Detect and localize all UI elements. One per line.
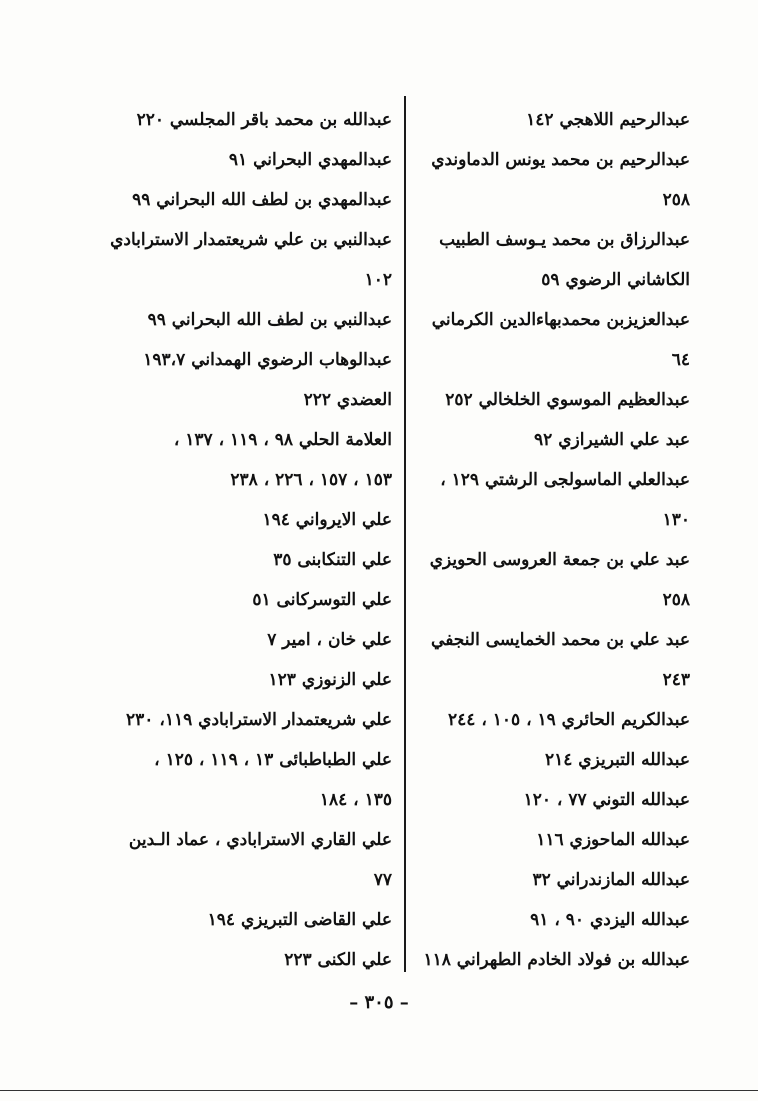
left-index-column	[102, 100, 392, 980]
index-entry-line: عبد علي بن جمعة العروسى الحويزي	[429, 550, 690, 570]
index-entry-line: عبدالعزيزبن محمدبهاءالدين الكرماني	[431, 310, 690, 330]
index-entry-line: عبدالله التوني ٧٧ ، ١٢٠	[523, 790, 690, 810]
index-entry-line: علي القاضى التبريزي ١٩٤	[207, 910, 392, 930]
index-entry-line: عبدالرزاق بن محمد يـوسف الطبيب	[439, 230, 690, 250]
index-entry-line: ٢٥٨	[662, 590, 690, 610]
index-entry-line: عبدالرحيم بن محمد يونس الدماوندي	[431, 150, 690, 170]
index-entry-line: علي الزنوزي ١٢٣	[268, 670, 392, 690]
index-entry-line: عبدالنبي بن علي شريعتمدار الاسترابادي	[110, 230, 392, 250]
index-entry-line: عبدالله بن فولاد الخادم الطهراني ١١٨	[423, 950, 690, 970]
column-divider	[404, 96, 406, 972]
index-entry-line: عبدالله المازندراني ٣٢	[532, 870, 690, 890]
index-entry-line: ١٣٠	[662, 510, 690, 530]
index-entry-line: عبدالعظيم الموسوي الخلخالي ٢٥٢	[445, 390, 690, 410]
index-entry-line: عبدالوهاب الرضوي الهمداني ١٩٣،٧	[143, 350, 392, 370]
index-entry-line: عبدالله اليزدي ٩٠ ، ٩١	[530, 910, 690, 930]
index-entry-line: ٦٤	[671, 350, 690, 370]
index-entry-line: علي الكنى ٢٢٣	[284, 950, 392, 970]
index-entry-line: علي الايرواني ١٩٤	[262, 510, 392, 530]
index-entry-line: عبدالكريم الحائري ١٩ ، ١٠٥ ، ٢٤٤	[448, 710, 690, 730]
index-entry-line: ١٥٣ ، ١٥٧ ، ٢٢٦ ، ٢٣٨	[230, 470, 392, 490]
index-entry-line: الكاشاني الرضوي ٥٩	[541, 270, 690, 290]
index-entry-line: عبد علي بن محمد الخمايسى النجفي	[431, 630, 690, 650]
index-entry-line: عبد علي الشيرازي ٩٢	[534, 430, 690, 450]
index-entry-line: عبدالمهدي بن لطف الله البحراني ٩٩	[132, 190, 392, 210]
index-entry-line: ٢٤٣	[662, 670, 690, 690]
index-entry-line: علي الطباطبائى ١٣ ، ١١٩ ، ١٢٥ ،	[154, 750, 392, 770]
index-entry-line: علي القاري الاسترابادي ، عماد الـدين	[128, 830, 392, 850]
index-entry-line: عبدالرحيم اللاهجي ١٤٢	[526, 110, 690, 130]
index-entry-line: عبدالله التبريزي ٢١٤	[544, 750, 690, 770]
index-entry-line: علي خان ، امير ٧	[267, 630, 392, 650]
page-number: – ٣٠٥ –	[349, 992, 409, 1013]
index-entry-line: علي التوسركانى ٥١	[252, 590, 392, 610]
index-entry-line: ٢٥٨	[662, 190, 690, 210]
index-entry-line: عبدالله الماحوزي ١١٦	[536, 830, 690, 850]
index-entry-line: العضدي ٢٢٢	[303, 390, 392, 410]
index-entry-line: عبدالمهدي البحراني ٩١	[228, 150, 392, 170]
index-entry-line: عبدالعلي الماسولجى الرشتي ١٢٩ ،	[440, 470, 690, 490]
index-entry-line: ١٠٢	[364, 270, 392, 290]
index-entry-line: ١٣٥ ، ١٨٤	[319, 790, 392, 810]
index-entry-line: العلامة الحلي ٩٨ ، ١١٩ ، ١٣٧ ،	[173, 430, 392, 450]
index-entry-line: عبدالنبي بن لطف الله البحراني ٩٩	[147, 310, 392, 330]
index-entry-line: علي شريعتمدار الاسترابادي ١١٩، ٢٣٠	[126, 710, 392, 730]
bottom-rule	[0, 1090, 758, 1091]
index-entry-line: عبدالله بن محمد باقر المجلسي ٢٢٠	[136, 110, 392, 130]
index-entry-line: علي التنكابنى ٣٥	[273, 550, 392, 570]
right-index-column	[414, 100, 690, 980]
index-entry-line: ٧٧	[373, 870, 392, 890]
